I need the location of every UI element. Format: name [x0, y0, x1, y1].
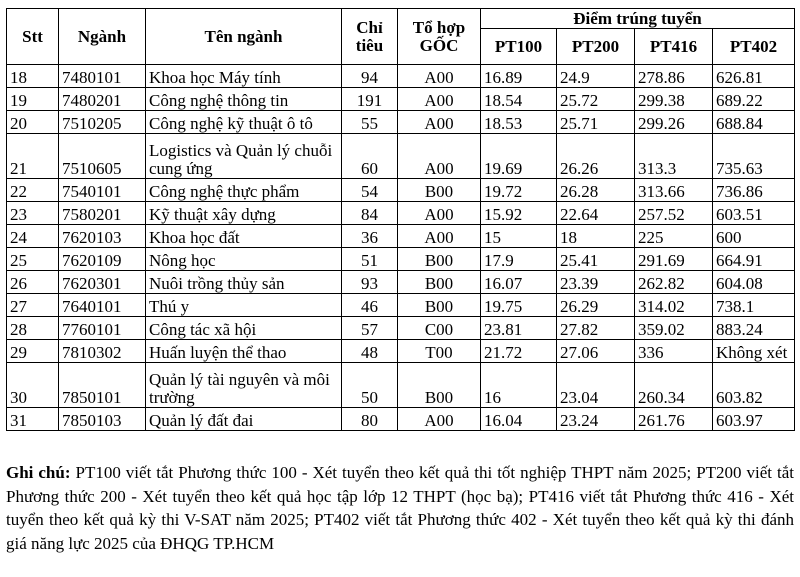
cell-ten-nganh: Huấn luyện thể thao	[146, 340, 342, 363]
cell-pt200: 22.64	[557, 202, 635, 225]
header-diem-trung-tuyen: Điểm trúng tuyển	[481, 9, 795, 29]
header-ten-nganh: Tên ngành	[146, 9, 342, 65]
cell-to-hop: A00	[398, 134, 481, 179]
header-stt: Stt	[7, 9, 59, 65]
header-to-hop: Tổ hợp GỐC	[398, 9, 481, 65]
cell-pt100: 17.9	[481, 248, 557, 271]
cell-stt: 21	[7, 134, 59, 179]
cell-pt416: 291.69	[635, 248, 713, 271]
cell-pt402: Không xét	[713, 340, 795, 363]
cell-chi-tieu: 54	[342, 179, 398, 202]
cell-pt200: 23.04	[557, 363, 635, 408]
cell-pt402: 689.22	[713, 88, 795, 111]
cell-pt416: 336	[635, 340, 713, 363]
cell-pt200: 27.82	[557, 317, 635, 340]
footnote-text: PT100 viết tắt Phương thức 100 - Xét tuyển theo kết quả thi tốt nghiệp THPT năm 2025; PT200 viết tắt Phương thức 200 - Xét tuyển theo kết quả học tập lớp 12 THPT (học bạ); PT416 viết tắt Phương thức 416 - Xét tuyển theo kết quả kỳ thi V-SAT năm 2025; PT402 viết tắt Phương thức 402 - Xét tuyển theo kết quả kỳ thi đánh giá năng lực 2025 của ĐHQG TP.HCM	[6, 463, 794, 553]
cell-pt402: 603.51	[713, 202, 795, 225]
cell-pt402: 736.86	[713, 179, 795, 202]
cell-to-hop: A00	[398, 408, 481, 431]
cell-pt200: 23.24	[557, 408, 635, 431]
cell-stt: 24	[7, 225, 59, 248]
cell-ten-nganh: Quản lý đất đai	[146, 408, 342, 431]
header-nganh: Ngành	[59, 9, 146, 65]
cell-pt200: 24.9	[557, 65, 635, 88]
cell-pt402: 603.97	[713, 408, 795, 431]
cell-pt100: 15	[481, 225, 557, 248]
cell-stt: 31	[7, 408, 59, 431]
table-row	[7, 248, 795, 271]
table-row	[7, 202, 795, 225]
cell-pt416: 257.52	[635, 202, 713, 225]
cell-ten-nganh: Kỹ thuật xây dựng	[146, 202, 342, 225]
cell-pt402: 604.08	[713, 271, 795, 294]
cell-pt416: 278.86	[635, 65, 713, 88]
cell-pt100: 19.69	[481, 134, 557, 179]
cell-ma-nganh: 7810302	[59, 340, 146, 363]
header-pt200: PT200	[557, 29, 635, 65]
cell-pt100: 16	[481, 363, 557, 408]
table-row	[7, 65, 795, 88]
header-chi-tieu: Chỉ tiêu	[342, 9, 398, 65]
table-row	[7, 179, 795, 202]
cell-pt200: 23.39	[557, 271, 635, 294]
cell-chi-tieu: 46	[342, 294, 398, 317]
admission-score-table	[6, 8, 795, 431]
table-row	[7, 111, 795, 134]
cell-pt200: 18	[557, 225, 635, 248]
cell-pt402: 883.24	[713, 317, 795, 340]
cell-pt402: 735.63	[713, 134, 795, 179]
cell-pt416: 313.3	[635, 134, 713, 179]
cell-pt200: 26.26	[557, 134, 635, 179]
cell-pt100: 18.53	[481, 111, 557, 134]
cell-to-hop: B00	[398, 248, 481, 271]
table-row	[7, 134, 795, 179]
cell-stt: 23	[7, 202, 59, 225]
cell-chi-tieu: 84	[342, 202, 398, 225]
cell-stt: 22	[7, 179, 59, 202]
cell-pt402: 626.81	[713, 65, 795, 88]
table-row	[7, 294, 795, 317]
cell-pt100: 18.54	[481, 88, 557, 111]
cell-pt100: 16.04	[481, 408, 557, 431]
cell-ma-nganh: 7580201	[59, 202, 146, 225]
cell-pt100: 16.07	[481, 271, 557, 294]
cell-pt200: 25.41	[557, 248, 635, 271]
table-row	[7, 271, 795, 294]
cell-pt100: 16.89	[481, 65, 557, 88]
cell-pt416: 314.02	[635, 294, 713, 317]
cell-pt100: 15.92	[481, 202, 557, 225]
cell-pt200: 25.71	[557, 111, 635, 134]
cell-ma-nganh: 7540101	[59, 179, 146, 202]
table-row	[7, 363, 795, 408]
cell-ten-nganh: Khoa học Máy tính	[146, 65, 342, 88]
cell-pt416: 359.02	[635, 317, 713, 340]
table-row	[7, 340, 795, 363]
cell-chi-tieu: 94	[342, 65, 398, 88]
cell-ma-nganh: 7850101	[59, 363, 146, 408]
cell-ma-nganh: 7640101	[59, 294, 146, 317]
cell-chi-tieu: 57	[342, 317, 398, 340]
cell-pt416: 313.66	[635, 179, 713, 202]
cell-pt402: 600	[713, 225, 795, 248]
table-row	[7, 317, 795, 340]
header-pt416: PT416	[635, 29, 713, 65]
header-pt402: PT402	[713, 29, 795, 65]
cell-pt200: 27.06	[557, 340, 635, 363]
table-body	[7, 65, 795, 431]
cell-to-hop: C00	[398, 317, 481, 340]
cell-stt: 27	[7, 294, 59, 317]
cell-chi-tieu: 80	[342, 408, 398, 431]
cell-to-hop: B00	[398, 294, 481, 317]
table-header	[7, 9, 795, 65]
cell-stt: 30	[7, 363, 59, 408]
cell-pt100: 19.75	[481, 294, 557, 317]
cell-ma-nganh: 7620301	[59, 271, 146, 294]
cell-ten-nganh: Công nghệ thực phẩm	[146, 179, 342, 202]
footnote	[6, 461, 794, 555]
cell-to-hop: A00	[398, 225, 481, 248]
cell-pt402: 738.1	[713, 294, 795, 317]
cell-ma-nganh: 7620109	[59, 248, 146, 271]
table-row	[7, 408, 795, 431]
cell-stt: 20	[7, 111, 59, 134]
cell-pt402: 603.82	[713, 363, 795, 408]
cell-to-hop: A00	[398, 65, 481, 88]
cell-to-hop: B00	[398, 179, 481, 202]
header-pt100: PT100	[481, 29, 557, 65]
cell-chi-tieu: 191	[342, 88, 398, 111]
cell-to-hop: A00	[398, 111, 481, 134]
cell-pt416: 299.26	[635, 111, 713, 134]
cell-pt100: 23.81	[481, 317, 557, 340]
cell-pt100: 19.72	[481, 179, 557, 202]
cell-stt: 28	[7, 317, 59, 340]
cell-ten-nganh: Công nghệ thông tin	[146, 88, 342, 111]
cell-ten-nganh: Logistics và Quản lý chuỗi cung ứng	[146, 134, 342, 179]
footnote-label: Ghi chú:	[6, 463, 71, 482]
cell-chi-tieu: 48	[342, 340, 398, 363]
cell-ma-nganh: 7510205	[59, 111, 146, 134]
cell-chi-tieu: 51	[342, 248, 398, 271]
cell-ma-nganh: 7850103	[59, 408, 146, 431]
cell-ten-nganh: Nông học	[146, 248, 342, 271]
cell-pt200: 26.28	[557, 179, 635, 202]
table-row	[7, 225, 795, 248]
cell-pt416: 260.34	[635, 363, 713, 408]
cell-to-hop: B00	[398, 363, 481, 408]
cell-stt: 29	[7, 340, 59, 363]
cell-to-hop: A00	[398, 88, 481, 111]
cell-ma-nganh: 7760101	[59, 317, 146, 340]
cell-pt100: 21.72	[481, 340, 557, 363]
cell-ten-nganh: Khoa học đất	[146, 225, 342, 248]
cell-pt200: 25.72	[557, 88, 635, 111]
cell-stt: 18	[7, 65, 59, 88]
cell-ten-nganh: Công nghệ kỹ thuật ô tô	[146, 111, 342, 134]
cell-pt416: 225	[635, 225, 713, 248]
cell-to-hop: B00	[398, 271, 481, 294]
table-row	[7, 88, 795, 111]
cell-stt: 26	[7, 271, 59, 294]
cell-pt402: 664.91	[713, 248, 795, 271]
cell-chi-tieu: 93	[342, 271, 398, 294]
cell-ma-nganh: 7510605	[59, 134, 146, 179]
cell-chi-tieu: 50	[342, 363, 398, 408]
cell-ma-nganh: 7480101	[59, 65, 146, 88]
cell-stt: 25	[7, 248, 59, 271]
cell-to-hop: A00	[398, 202, 481, 225]
cell-chi-tieu: 36	[342, 225, 398, 248]
cell-pt402: 688.84	[713, 111, 795, 134]
cell-pt416: 299.38	[635, 88, 713, 111]
cell-stt: 19	[7, 88, 59, 111]
cell-ten-nganh: Thú y	[146, 294, 342, 317]
cell-pt200: 26.29	[557, 294, 635, 317]
cell-chi-tieu: 55	[342, 111, 398, 134]
cell-chi-tieu: 60	[342, 134, 398, 179]
cell-ma-nganh: 7620103	[59, 225, 146, 248]
cell-pt416: 262.82	[635, 271, 713, 294]
cell-ma-nganh: 7480201	[59, 88, 146, 111]
cell-to-hop: T00	[398, 340, 481, 363]
cell-ten-nganh: Nuôi trồng thủy sản	[146, 271, 342, 294]
cell-ten-nganh: Quản lý tài nguyên và môi trường	[146, 363, 342, 408]
cell-pt416: 261.76	[635, 408, 713, 431]
cell-ten-nganh: Công tác xã hội	[146, 317, 342, 340]
